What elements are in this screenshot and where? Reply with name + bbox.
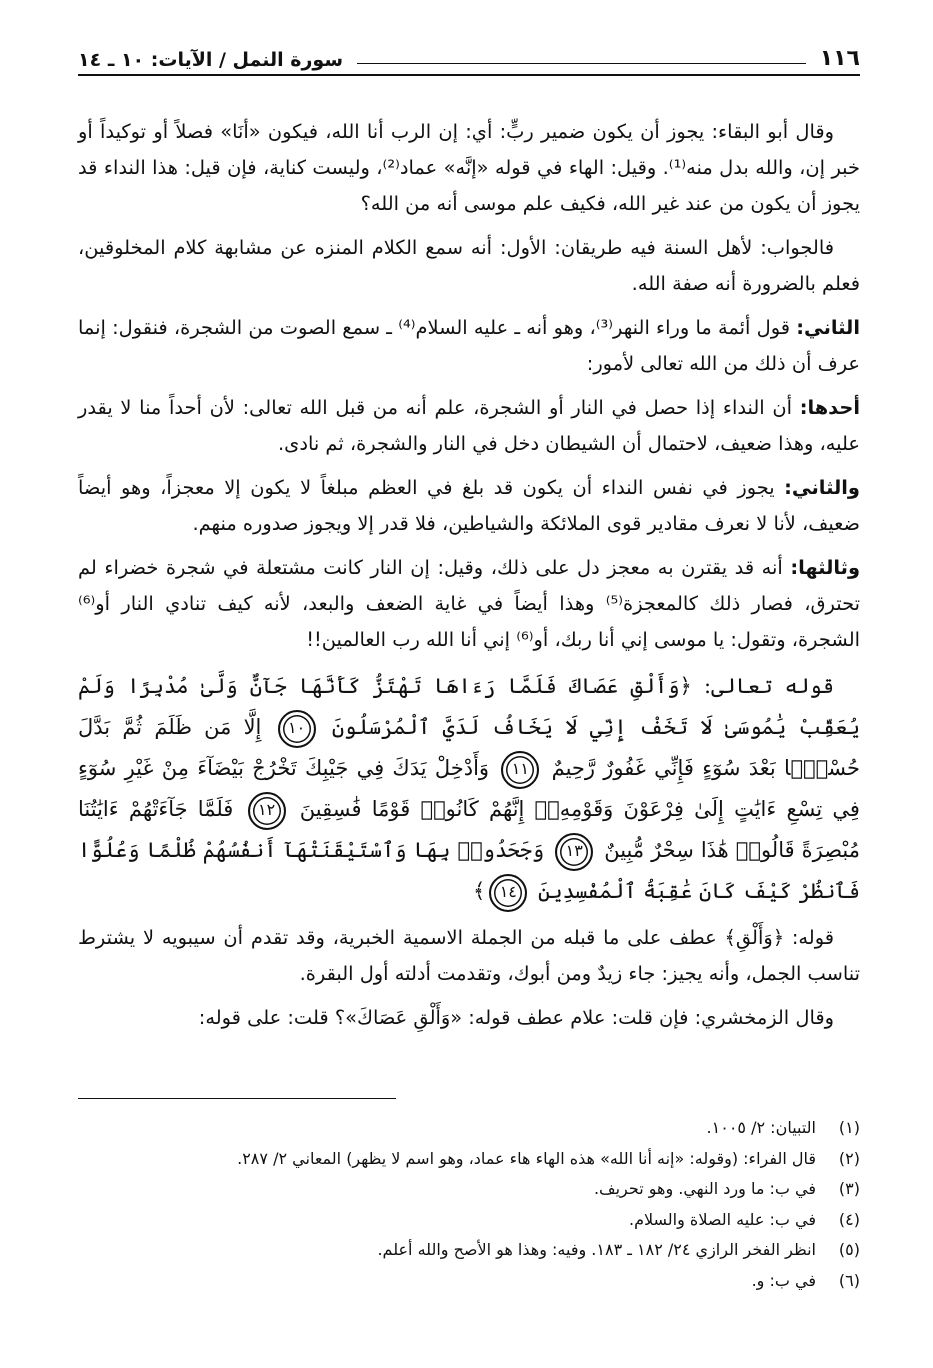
paragraph-second-reason xyxy=(78,470,860,542)
verse-text: إِلَّا مَن ظَلَمَ ثُمَّ بَدَّلَ حُسْنًۢا بَعْدَ سُوٓءٍ فَإِنِّي غَفُورٌ رَّحِيمٌ xyxy=(78,715,860,780)
verse-text: وَأَدْخِلْ يَدَكَ فِي جَيْبِكَ تَخْرُجْ بَيْضَآءَ مِنْ غَيْرِ سُوٓءٍ فِي تِسْعِ ءَايَٰتٍ إِلَىٰ فِرْعَوْنَ وَقَوْمِهِۦٓ إِنَّهُمْ كَانُوا۟ قَوْمًا فَٰسِقِينَ xyxy=(78,756,860,821)
main-text xyxy=(78,114,860,1036)
footnote-text: في ب: و. xyxy=(751,1270,816,1290)
paragraph-first-reason xyxy=(78,390,860,462)
paragraph-text: وقال أبو البقاء: يجوز أن يكون ضمير ربٍّ: أي: إن الرب أنا الله، فيكون «أنَا» فصلاً أو توكيداً أو خبر إن، والله بدل منه⁽¹⁾. وقيل: الهاء في قوله «إنَّه» عماد⁽²⁾، وليست كناية، فإن قيل: هذا النداء قد يجوز أن يكون من عند غير الله، فكيف علم موسى أنه من الله؟ xyxy=(78,120,860,215)
footnote-text: في ب: عليه الصلاة والسلام. xyxy=(628,1209,816,1229)
quran-verses-block xyxy=(78,666,860,912)
footnote xyxy=(78,1266,860,1297)
paragraph-second-way xyxy=(78,310,860,382)
paragraph-lead: أحدها: xyxy=(799,396,860,419)
verse-text: وَجَحَدُوا۟ بِهَا وَٱسْتَيْقَنَتْهَآ أَنفُسُهُمْ ظُلْمًا وَعُلُوًّا فَٱنظُرْ كَيْفَ كَانَ عَٰقِبَةُ ٱلْمُفْسِدِينَ xyxy=(78,838,860,903)
verse-text: فَلَمَّا جَآءَتْهُمْ ءَايَٰتُنَا مُبْصِرَةً قَالُوا۟ هَٰذَا سِحْرٌ مُّبِينٌ xyxy=(78,797,861,862)
footnote-number: (٥) xyxy=(838,1240,860,1259)
ayah-number-marker: ١٣ xyxy=(555,833,593,871)
book-page xyxy=(78,30,860,1340)
footnote xyxy=(78,1144,860,1175)
paragraph-answer xyxy=(78,230,860,302)
paragraph-qawluhu xyxy=(78,920,860,992)
footnote xyxy=(78,1113,860,1144)
paragraph-zamakhshari xyxy=(78,1000,860,1036)
paragraph-lead: الثاني: xyxy=(796,316,860,339)
footnote-text: التبيان: ٢/ ١٠٠٥. xyxy=(706,1118,816,1137)
quran-close-bracket: ﴾ xyxy=(472,879,486,903)
paragraph-text: قوله: ﴿وَأَلْقِ﴾ عطف على ما قبله من الجملة الاسمية الخبرية، وقد تقدم أن سيبويه لا يشترط تناسب الجمل، وأنه يجيز: جاء زيدٌ ومن أبوك، وتقدمت أدلته أول البقرة. xyxy=(78,926,860,985)
paragraph-text: أنه قد يقترن به معجز دل على ذلك، وقيل: إن النار كانت مشتعلة في شجرة خضراء لم تحترق، فصار ذلك كالمعجزة⁽⁵⁾ وهذا أيضاً في غاية الضعف والبعد، لأنه كيف تنادي النار أو⁽⁶⁾ الشجرة، وتقول: يا موسى إني أنا ربك، أو⁽⁶⁾ إني أنا الله رب العالمين!! xyxy=(78,556,860,651)
paragraph-text: أن النداء إذا حصل في النار أو الشجرة، علم أنه من قبل الله تعالى: لأن أحداً منا لا يقدر عليه، وهذا ضعيف، لاحتمال أن الشيطان دخل في النار والشجرة، ثم نادى. xyxy=(78,396,860,455)
verse-text: ﴿وَأَلْقِ عَصَاكَ فَلَمَّا رَءَاهَا تَهْتَزُّ كَأَنَّهَا جَآنٌّ وَلَّىٰ مُدْبِرًا وَلَمْ يُعَقِّبْ يَٰمُوسَىٰ لَا تَخَفْ إِنِّي لَا يَخَافُ لَدَيَّ ٱلْمُرْسَلُونَ xyxy=(78,674,860,739)
footnote xyxy=(78,1174,860,1205)
footnote xyxy=(78,1205,860,1236)
footnote-text: انظر الفخر الرازي ٢٤/ ١٨٢ ـ ١٨٣. وفيه: وهذا هو الأصح والله أعلم. xyxy=(377,1240,816,1259)
footnote xyxy=(78,1235,860,1266)
footnote-separator xyxy=(78,1098,396,1099)
footnote-text: في ب: ما ورد النهي. وهو تحريف. xyxy=(593,1179,816,1198)
paragraph-lead: والثاني: xyxy=(784,476,860,499)
header-title: سورة النمل / الآيات: ١٠ ـ ١٤ xyxy=(78,49,344,71)
footnote-number: (١) xyxy=(838,1118,860,1137)
paragraph-lead: وثالثها: xyxy=(790,556,860,579)
ayah-number-marker: ١٤ xyxy=(489,874,527,912)
footnotes xyxy=(78,1098,860,1296)
ayah-number-marker: ١٢ xyxy=(248,792,286,830)
header-rule xyxy=(357,63,806,64)
ayah-number-marker: ١٠ xyxy=(278,710,316,748)
paragraph-third-reason xyxy=(78,550,860,658)
paragraph-text: يجوز في نفس النداء أن يكون قد بلغ في العظم مبلغاً لا يكون إلا معجزاً، وهو أيضاً ضعيف، لأنا لا نعرف مقادير قوى الملائكة والشياطين، فلا قدر إلا ويجوز صدوره منهم. xyxy=(78,476,860,535)
paragraph-abu-albaqa xyxy=(78,114,860,222)
paragraph-text: وقال الزمخشري: فإن قلت: علام عطف قوله: «وَأَلْقِ عَصَاكَ»؟ قلت: على قوله: xyxy=(198,1006,834,1029)
page-number: ١١٦ xyxy=(819,46,860,71)
footnote-number: (٣) xyxy=(838,1179,860,1198)
paragraph-text: فالجواب: لأهل السنة فيه طريقان: الأول: أنه سمع الكلام المنزه عن مشابهة كلام المخلوقين، فعلم بالضرورة أنه صفة الله. xyxy=(78,236,860,295)
footnote-number: (٦) xyxy=(838,1270,860,1290)
footnote-list xyxy=(78,1113,860,1296)
footnote-number: (٢) xyxy=(838,1148,860,1168)
footnote-text: قال الفراء: (وقوله: «إنه أنا الله» هذه الهاء هاء عماد، وهو اسم لا يظهر) المعاني ٢/ ٢٨٧. xyxy=(237,1148,816,1168)
paragraph-text: قول أئمة ما وراء النهر⁽³⁾، وهو أنه ـ عليه السلام⁽⁴⁾ ـ سمع الصوت من الشجرة، فنقول: إنما عرف أن ذلك من الله تعالى لأمور: xyxy=(78,316,860,375)
quran-intro: قوله تعالى: xyxy=(691,674,834,698)
running-header xyxy=(78,30,860,76)
footnote-number: (٤) xyxy=(838,1209,860,1229)
ayah-number-marker: ١١ xyxy=(501,751,539,789)
